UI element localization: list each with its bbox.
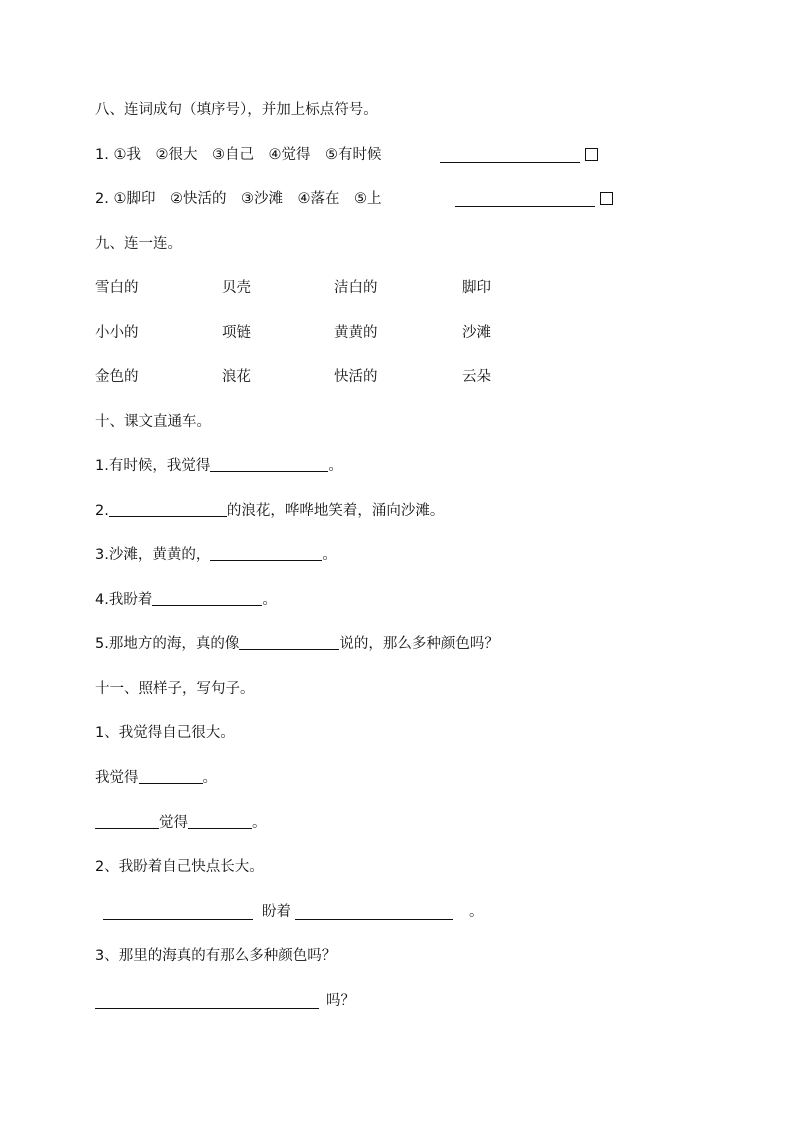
- section-8-title: 八、连词成句（填序号），并加上标点符号。: [95, 102, 378, 118]
- question-text: 。: [252, 815, 267, 831]
- answer-blank[interactable]: [210, 455, 328, 472]
- question-text: 。: [469, 904, 484, 920]
- answer-blank[interactable]: [295, 903, 453, 920]
- answer-blank[interactable]: [455, 190, 595, 207]
- question-text: 。: [322, 547, 337, 563]
- question-text: 说的，那么多种颜色吗？: [339, 636, 499, 652]
- answer-blank[interactable]: [95, 992, 319, 1009]
- example-2-sentence: 2、我盼着自己快点长大。: [95, 859, 264, 875]
- section-11-title: 十一、照样子，写句子。: [95, 681, 255, 697]
- section-8-question-2: [95, 188, 381, 210]
- question-text: 4.我盼着: [95, 592, 153, 608]
- match-word[interactable]: 脚印: [462, 280, 491, 296]
- question-text: 。: [202, 770, 217, 786]
- question-text: 觉得: [159, 815, 188, 831]
- punctuation-box[interactable]: [585, 148, 598, 161]
- match-word[interactable]: 金色的: [95, 369, 139, 385]
- match-row: [95, 322, 595, 344]
- question-text: 的浪花，哗哗地笑着，涌向沙滩。: [226, 503, 445, 519]
- section-10-question-1: [95, 455, 343, 477]
- example-1-sentence: 1、我觉得自己很大。: [95, 725, 235, 741]
- question-text: 。: [262, 592, 277, 608]
- answer-blank[interactable]: [139, 767, 203, 784]
- answer-blank[interactable]: [95, 812, 159, 829]
- match-word[interactable]: 雪白的: [95, 280, 139, 296]
- match-word[interactable]: 黄黄的: [334, 325, 378, 341]
- answer-blank[interactable]: [210, 544, 322, 561]
- section-9-title: 九、连一连。: [95, 236, 182, 252]
- answer-blank[interactable]: [103, 903, 253, 920]
- answer-blank[interactable]: [109, 500, 227, 517]
- example-2-line: [95, 901, 515, 923]
- match-row: [95, 366, 595, 388]
- answer-blank[interactable]: [239, 633, 339, 650]
- question-text: 2.: [95, 503, 109, 519]
- section-8-question-1: [95, 144, 381, 166]
- example-3-line: [95, 990, 395, 1012]
- match-word[interactable]: 洁白的: [334, 280, 378, 296]
- match-word[interactable]: 快活的: [334, 369, 378, 385]
- match-word[interactable]: 小小的: [95, 325, 139, 341]
- answer-blank[interactable]: [188, 812, 252, 829]
- match-word[interactable]: 贝壳: [222, 280, 251, 296]
- example-3-sentence: 3、那里的海真的有那么多种颜色吗？: [95, 948, 337, 964]
- match-word[interactable]: 浪花: [222, 369, 251, 385]
- punctuation-box[interactable]: [600, 192, 613, 205]
- match-row: [95, 277, 595, 299]
- question-text: 盼着: [262, 904, 291, 920]
- section-10-title: 十、课文直通车。: [95, 414, 211, 430]
- example-1-line-a: [95, 767, 217, 789]
- question-text: 我觉得: [95, 770, 139, 786]
- example-1-line-b: [95, 812, 267, 834]
- section-10-question-4: [95, 589, 277, 611]
- match-word[interactable]: 云朵: [462, 369, 491, 385]
- section-10-question-2: [95, 500, 444, 522]
- question-text: 1. ①我 ②很大 ③自己 ④觉得 ⑤有时候: [95, 147, 382, 163]
- question-text: 。: [328, 458, 343, 474]
- question-text: 2. ①脚印 ②快活的 ③沙滩 ④落在 ⑤上: [95, 191, 382, 207]
- question-text: 1.有时候，我觉得: [95, 458, 211, 474]
- question-text: 3.沙滩，黄黄的，: [95, 547, 211, 563]
- question-text: 吗？: [326, 993, 355, 1009]
- section-10-question-5: [95, 633, 499, 655]
- question-text: 5.那地方的海，真的像: [95, 636, 240, 652]
- section-10-question-3: [95, 544, 337, 566]
- match-word[interactable]: 沙滩: [462, 325, 491, 341]
- match-word[interactable]: 项链: [222, 325, 251, 341]
- answer-blank[interactable]: [440, 146, 580, 163]
- answer-blank[interactable]: [152, 589, 262, 606]
